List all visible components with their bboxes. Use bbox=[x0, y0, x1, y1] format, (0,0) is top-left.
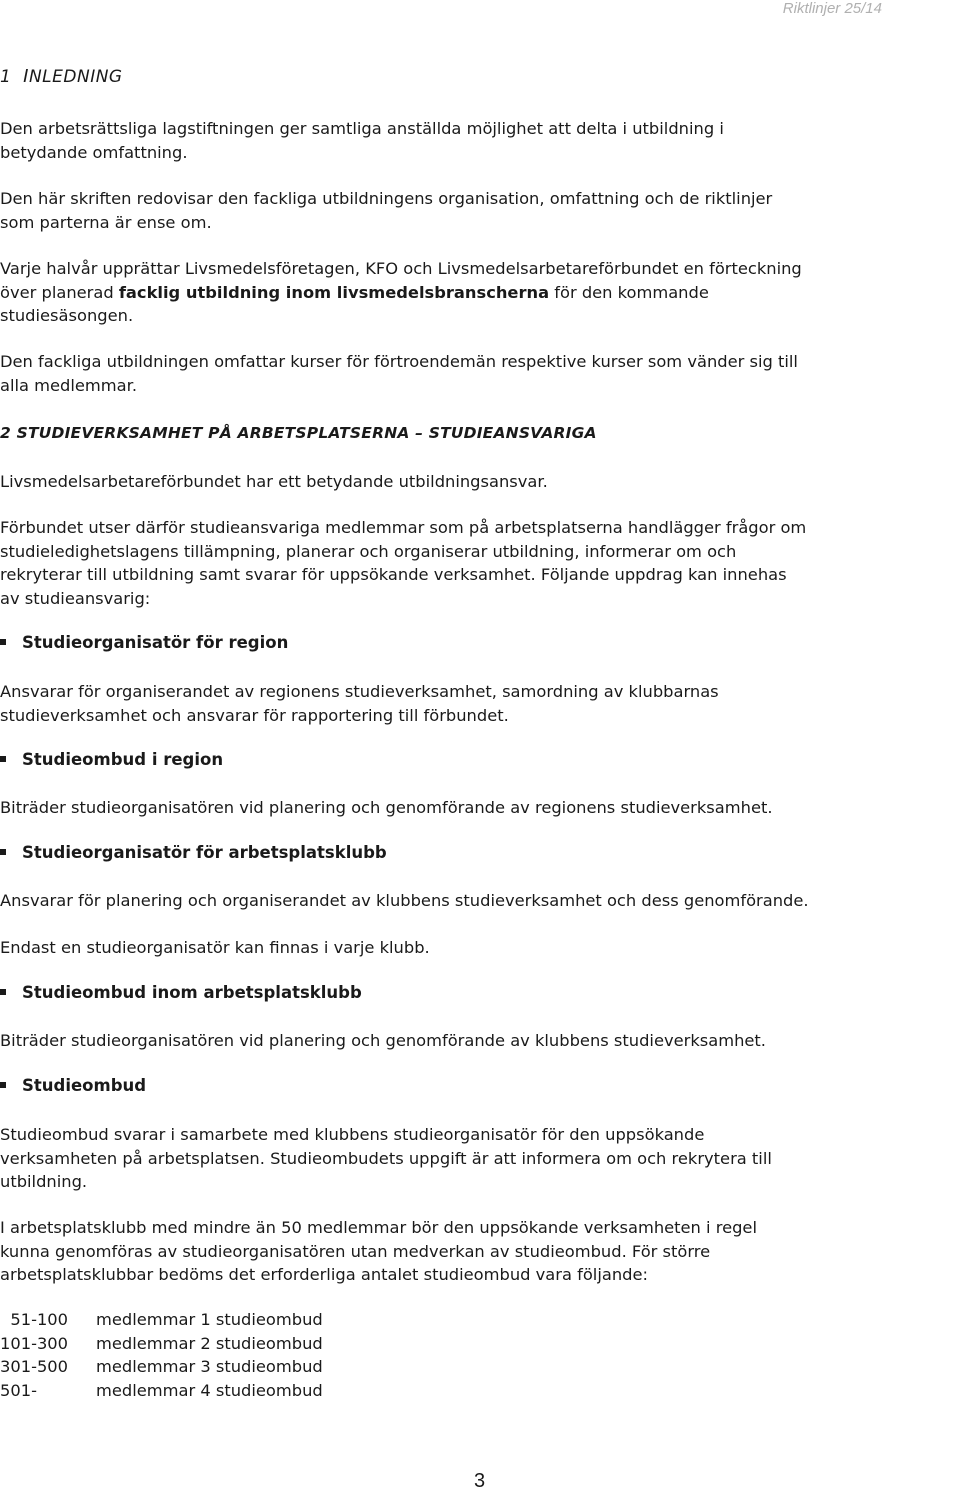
role-extra-note bbox=[0, 936, 960, 960]
table-row bbox=[0, 1379, 323, 1403]
paragraph-7 bbox=[0, 1216, 960, 1287]
bold-phrase: facklig utbildning inom livsmedelsbranscherna bbox=[118, 282, 550, 302]
role-heading bbox=[0, 633, 288, 652]
role-description bbox=[0, 889, 960, 913]
paragraph-line: rekryterar till utbildning samt svarar för uppsökande verksamhet. Följande uppdrag kan innehas bbox=[0, 565, 787, 584]
paragraph-line: Den arbetsrättsliga lagstiftningen ger samtliga anställda möjlighet att delta i utbildning i bbox=[0, 119, 724, 138]
table-cell-range: 51-100 bbox=[0, 1310, 69, 1329]
paragraph-6 bbox=[0, 516, 960, 610]
role-description bbox=[0, 796, 960, 820]
role-heading bbox=[0, 843, 387, 862]
paragraph-line: Ansvarar för organiserandet av regionens studieverksamhet, samordning av klubbarnas bbox=[0, 682, 719, 701]
role-heading-text: Studieorganisatör för region bbox=[22, 633, 289, 652]
section-1-title-rest: NLEDNING bbox=[28, 67, 123, 87]
role-heading-text: Studieombud inom arbetsplatsklubb bbox=[22, 983, 362, 1002]
paragraph-3 bbox=[0, 257, 960, 328]
paragraph-line: Den fackliga utbildningen omfattar kurser för förtroendemän respektive kurser som vänder sig till bbox=[0, 352, 798, 371]
table-cell-range: 501- bbox=[0, 1380, 37, 1400]
paragraph-line: som parterna är ense om. bbox=[0, 212, 212, 232]
paragraph-line: kunna genomföras av studieorganisatören utan medverkan av studieombud. För större bbox=[0, 1241, 711, 1261]
role-heading bbox=[0, 1076, 146, 1095]
paragraph-2 bbox=[0, 187, 960, 234]
square-bullet-icon bbox=[0, 849, 6, 855]
role-heading-text: Studieombud bbox=[22, 1076, 147, 1095]
table-cell-range: 101-300 bbox=[0, 1333, 69, 1353]
paragraph-line: arbetsplatsklubbar bedöms det erforderliga antalet studieombud vara följande: bbox=[0, 1265, 648, 1284]
paragraph-line: utbildning. bbox=[0, 1172, 88, 1191]
paragraph-line: studieverksamhet och ansvarar för rapportering till förbundet. bbox=[0, 705, 509, 725]
text-run: för den kommande bbox=[549, 282, 709, 302]
square-bullet-icon bbox=[0, 1082, 6, 1088]
running-header: Riktlinjer 25/14 bbox=[782, 0, 882, 17]
paragraph-line: av studieansvarig: bbox=[0, 588, 151, 608]
paragraph-line bbox=[0, 281, 960, 305]
table-cell-range: 301-500 bbox=[0, 1357, 69, 1376]
paragraph-line: verksamheten på arbetsplatsen. Studieombudets uppgift är att informera om och rekrytera till bbox=[0, 1148, 772, 1168]
page-number: 3 bbox=[474, 1470, 486, 1492]
paragraph-line: Biträder studieorganisatören vid planering och genomförande av regionens studieverksamhet. bbox=[0, 798, 773, 817]
paragraph-line: Varje halvår upprättar Livsmedelsföretagen, KFO och Livsmedelsarbetareförbundet en förteckning bbox=[0, 259, 802, 278]
member-ratio-table bbox=[0, 1308, 323, 1402]
table-cell-text: medlemmar 2 studieombud bbox=[96, 1333, 323, 1353]
paragraph-5 bbox=[0, 470, 960, 494]
paragraph-line: alla medlemmar. bbox=[0, 375, 137, 395]
paragraph-line: Den här skriften redovisar den fackliga utbildningens organisation, omfattning och de riktlinjer bbox=[0, 189, 773, 208]
section-1-number: 1 bbox=[0, 67, 12, 87]
square-bullet-icon bbox=[0, 989, 6, 995]
paragraph-line: studieledighetslagens tillämpning, planerar och organiserar utbildning, informerar om och bbox=[0, 541, 737, 561]
paragraph-line: Biträder studieorganisatören vid planering och genomförande av klubbens studieverksamhet. bbox=[0, 1031, 766, 1050]
section-1-title-initial: I bbox=[23, 66, 29, 87]
paragraph-line: Livsmedelsarbetareförbundet har ett betydande utbildningsansvar. bbox=[0, 472, 548, 491]
square-bullet-icon bbox=[0, 639, 6, 645]
paragraph-4 bbox=[0, 350, 960, 397]
paragraph-line: Förbundet utser därför studieansvariga medlemmar som på arbetsplatserna handlägger frågor om bbox=[0, 518, 807, 537]
paragraph-line: betydande omfattning. bbox=[0, 142, 188, 162]
paragraph-line: I arbetsplatsklubb med mindre än 50 medlemmar bör den uppsökande verksamheten i regel bbox=[0, 1218, 757, 1237]
section-2-heading: 2 STUDIEVERKSAMHET PÅ ARBETSPLATSERNA – STUDIEANSVARIGA bbox=[0, 424, 597, 442]
table-cell-text: medlemmar 4 studieombud bbox=[96, 1380, 323, 1400]
table-row bbox=[0, 1308, 323, 1332]
table-cell-text: medlemmar 1 studieombud bbox=[96, 1310, 323, 1329]
role-description bbox=[0, 680, 960, 727]
table-row bbox=[0, 1355, 323, 1379]
paragraph-line: studiesäsongen. bbox=[0, 306, 134, 325]
role-heading-text: Studieorganisatör för arbetsplatsklubb bbox=[22, 843, 387, 862]
role-description bbox=[0, 1123, 960, 1194]
paragraph-line: Studieombud svarar i samarbete med klubbens studieorganisatör för den uppsökande bbox=[0, 1125, 705, 1144]
paragraph-1 bbox=[0, 117, 960, 164]
role-description bbox=[0, 1029, 960, 1053]
paragraph-line: Endast en studieorganisatör kan finnas i varje klubb. bbox=[0, 938, 430, 957]
role-heading bbox=[0, 750, 223, 769]
text-run: över planerad bbox=[0, 282, 119, 302]
table-row bbox=[0, 1332, 323, 1356]
section-1-heading bbox=[0, 66, 123, 87]
role-heading-text: Studieombud i region bbox=[22, 750, 224, 769]
role-heading bbox=[0, 983, 362, 1002]
paragraph-line: Ansvarar för planering och organiserandet av klubbens studieverksamhet och dess genomförande. bbox=[0, 891, 809, 910]
square-bullet-icon bbox=[0, 756, 6, 762]
table-cell-text: medlemmar 3 studieombud bbox=[96, 1357, 323, 1376]
